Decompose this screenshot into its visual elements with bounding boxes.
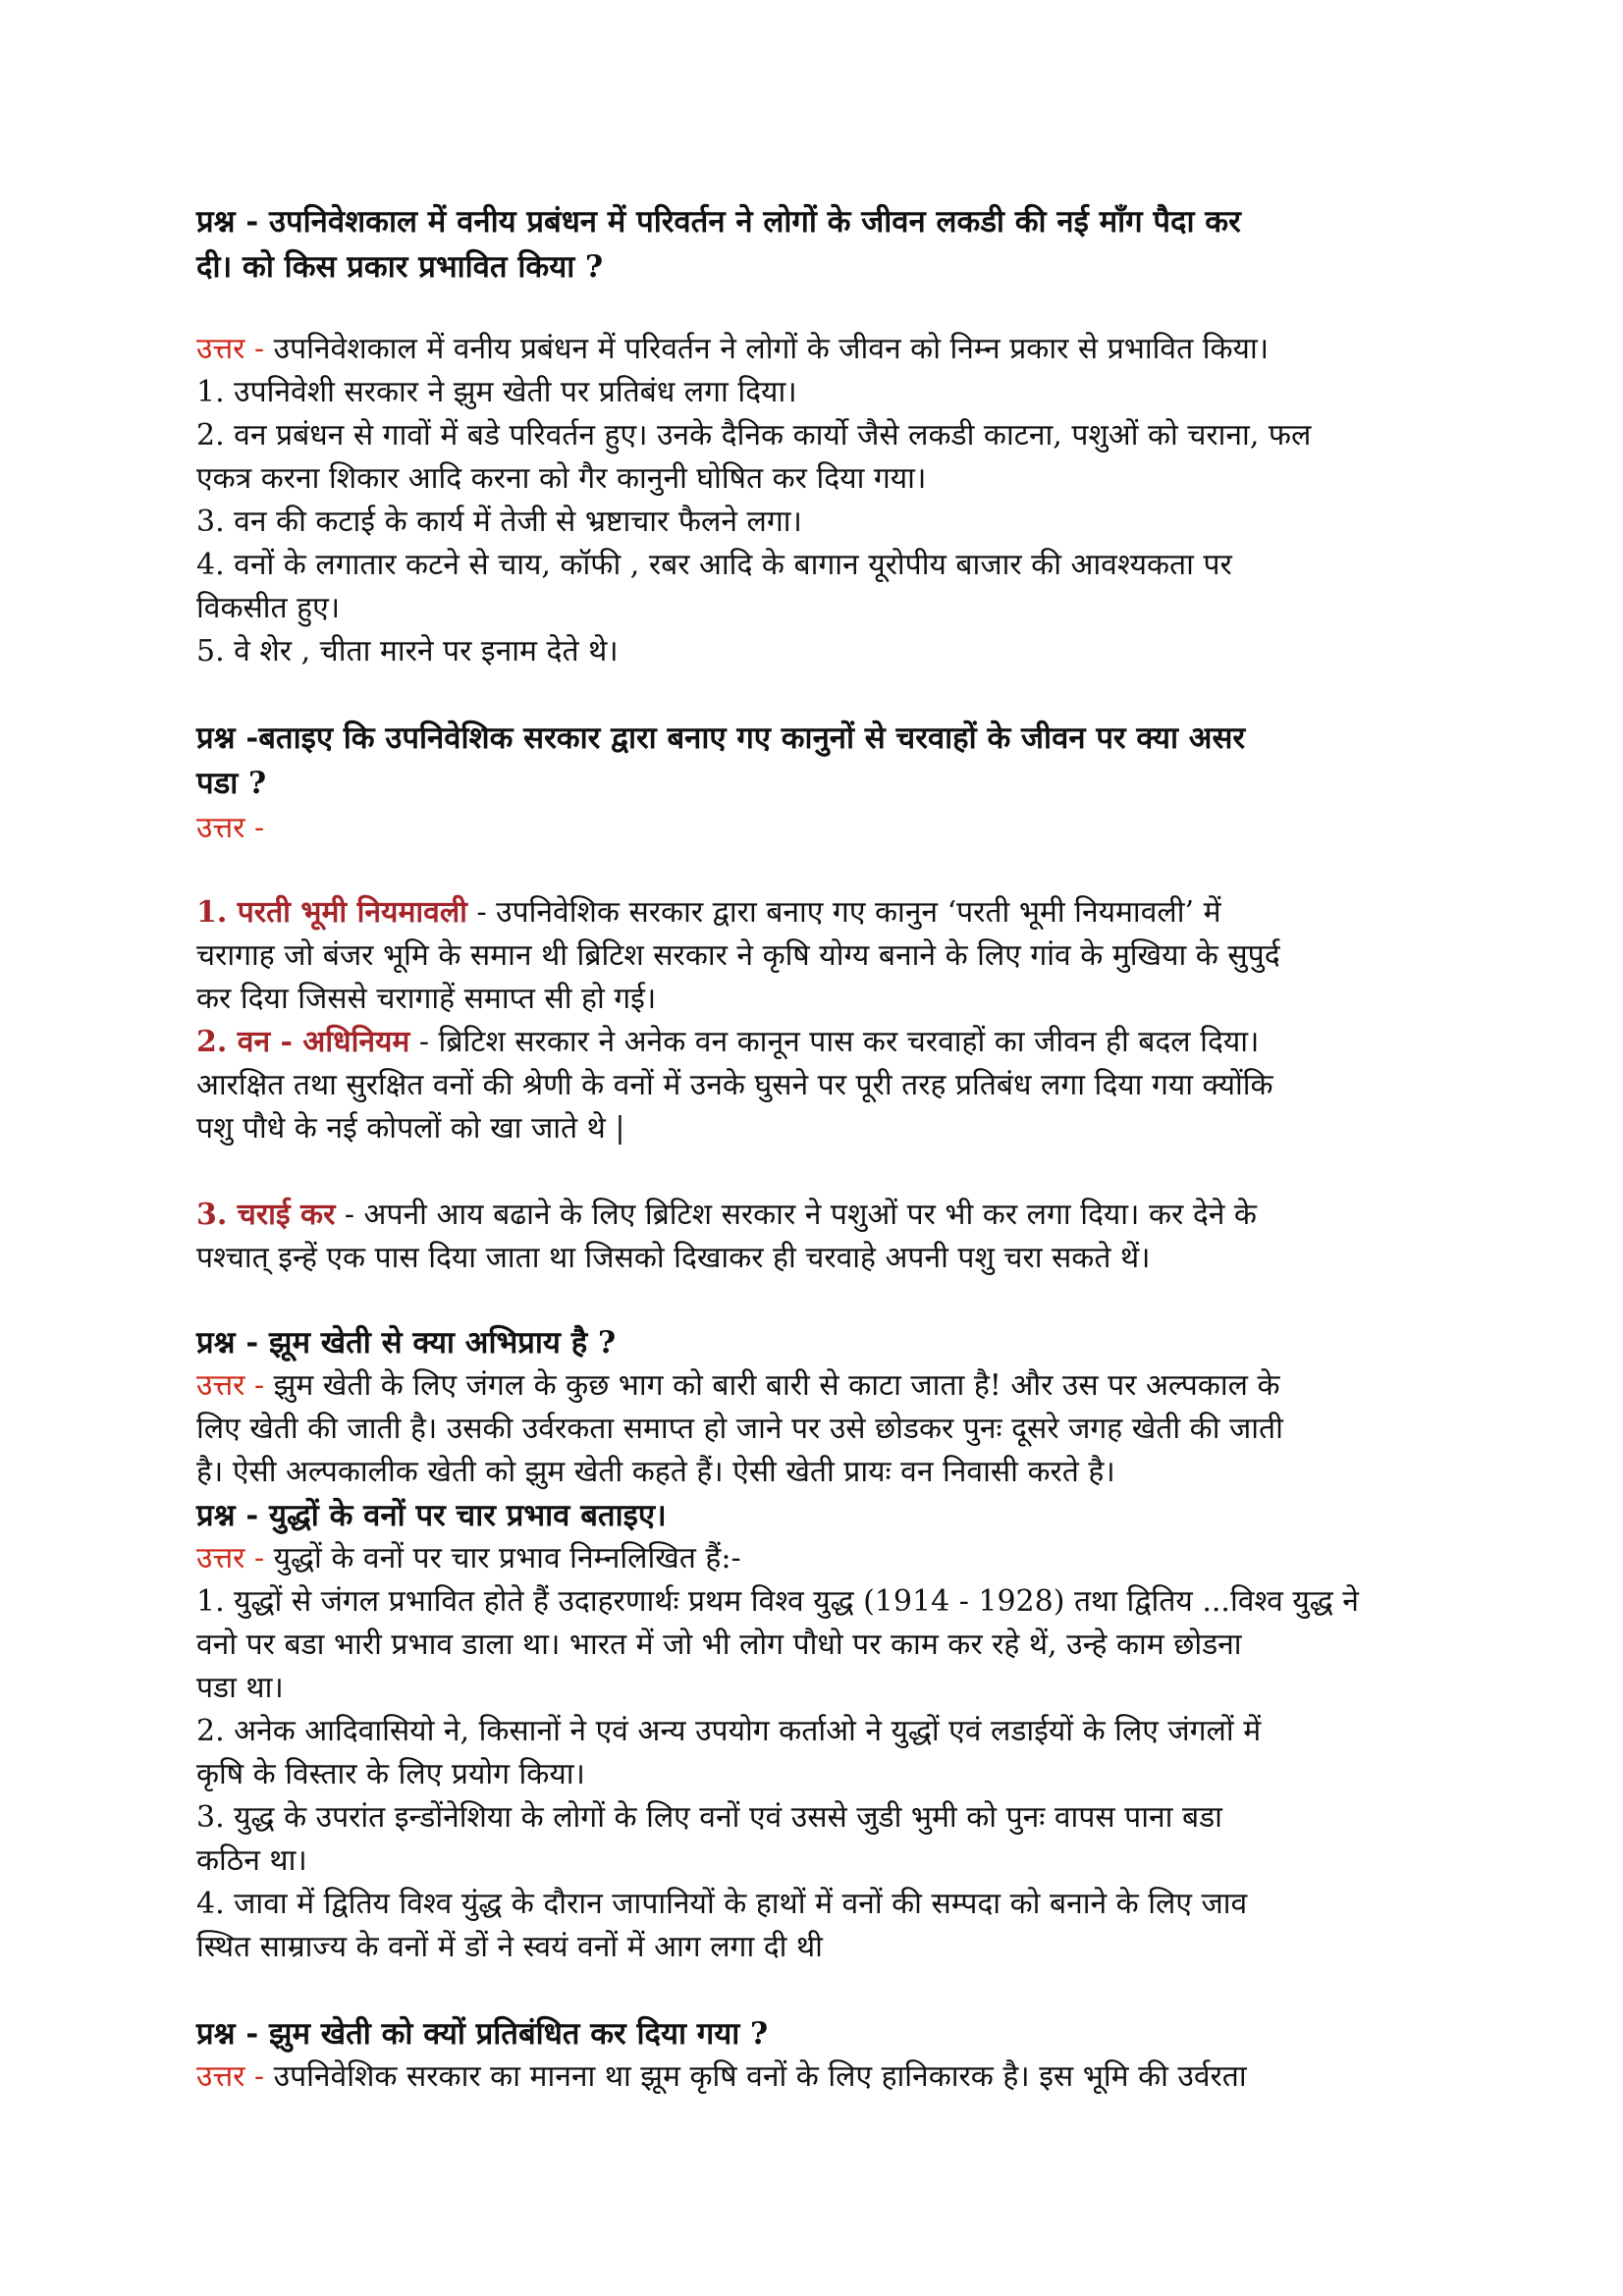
heading-3-text: - अपनी आय बढाने के लिए ब्रिटिश सरकार ने पशुओं पर भी कर लगा दिया। कर देने के: [335, 1198, 1257, 1232]
answer-label: उत्तर -: [196, 332, 265, 366]
answer-4-intro-text: युद्धों के वनों पर चार प्रभाव निम्नलिखित हैं:-: [264, 1541, 741, 1575]
question-3: प्रश्न - झूम खेती से क्या अभिप्राय है ?: [196, 1325, 617, 1361]
answer-2-heading-1b: चरागाह जो बंजर भूमि के समान थी ब्रिटिश सरकार ने कृषि योग्य बनाने के लिए गांव के मुखिया के सुपुर्द: [196, 938, 1280, 973]
answer-label: उत्तर -: [196, 1541, 265, 1575]
question-4: प्रश्न - युद्धों के वनों पर चार प्रभाव बताइए।: [196, 1498, 667, 1533]
answer-4-point-4a: 4. जावा में द्वितिय विश्व युंद्ध के दौरान जापानियों के हाथों में वनों की सम्पदा को बनाने के लिए जाव: [196, 1887, 1248, 1921]
answer-4-point-1c: पडा था।: [196, 1671, 284, 1705]
answer-4-point-3b: कठिन था।: [196, 1843, 307, 1878]
answer-4-point-3a: 3. युद्ध के उपरांत इन्डोंनेशिया के लोगों के लिए वनों एवं उससे जुडी भुमी को पुनः वापस पाना बडा: [196, 1800, 1222, 1835]
answer-5-line-1-text: उपनिवेशिक सरकार का मानना था झूम कृषि वनों के लिए हानिकारक है। इस भूमि की उर्वरता: [264, 2059, 1247, 2094]
question-2-line-1: प्रश्न -बताइए कि उपनिवेशिक सरकार द्वारा बनाए गए कानुनों से चरवाहों के जीवन पर क्या असर: [196, 721, 1246, 756]
answer-2-heading-3b: पश्चात् इन्हें एक पास दिया जाता था जिसको दिखाकर ही चरवाहे अपनी पशु चरा सकते थें।: [196, 1241, 1151, 1275]
answer-2-label: उत्तर -: [196, 811, 265, 845]
answer-1-point-2b: एकत्र करना शिकार आदि करना को गैर कानुनी घोषित कर दिया गया।: [196, 461, 927, 496]
answer-3-line-1: [196, 1364, 1280, 1408]
question-1-line-2: दी। को किस प्रकार प्रभावित किया ?: [196, 249, 604, 285]
answer-1-point-4b: विकसीत हुए।: [196, 591, 341, 625]
answer-5-line-1: [196, 2056, 1247, 2099]
answer-3-line-1-text: झुम खेती के लिए जंगल के कुछ भाग को बारी बारी से काटा जाता है! और उस पर अल्पकाल के: [264, 1368, 1280, 1403]
answer-1-intro-text: उपनिवेशकाल में वनीय प्रबंधन में परिवर्तन ने लोगों के जीवन को निम्न प्रकार से प्रभावित किया।: [264, 332, 1270, 366]
answer-1-point-5: 5. वे शेर , चीता मारने पर इनाम देते थे।: [196, 634, 619, 668]
heading-charai-kar: 3. चराई कर: [196, 1198, 336, 1232]
heading-2-text: - ब्रिटिश सरकार ने अनेक वन कानून पास कर चरवाहों का जीवन ही बदल दिया।: [409, 1025, 1260, 1059]
answer-1-point-2a: 2. वन प्रबंधन से गावों में बडे परिवर्तन हुए। उनके दैनिक कार्यो जैसे लकडी काटना, पशुओं को चराना, फल: [196, 418, 1312, 453]
answer-label: उत्तर -: [196, 1368, 265, 1403]
question-2-line-2: पडा ?: [196, 766, 267, 801]
answer-4-point-1a: 1. युद्धों से जंगल प्रभावित होते हैं उदाहरणार्थः प्रथम विश्व युद्ध (1914 - 1928) तथा द्वितिय ...विश्व युद्ध ने: [196, 1584, 1359, 1619]
answer-1-intro: [196, 328, 1269, 371]
answer-2-heading-2b: आरक्षित तथा सुरक्षित वनों की श्रेणी के वनों में उनके घुसने पर पूरी तरह प्रतिबंध लगा दिया गया क्योंकि: [196, 1068, 1273, 1102]
answer-1-point-1: 1. उपनिवेशी सरकार ने झुम खेती पर प्रतिबंध लगा दिया।: [196, 375, 797, 409]
answer-label: उत्तर -: [196, 2059, 265, 2094]
answer-3-line-3: है। ऐसी अल्पकालीक खेती को झुम खेती कहते हैं। ऐसी खेती प्रायः वन निवासी करते है।: [196, 1455, 1115, 1489]
answer-4-point-2b: कृषि के विस्तार के लिए प्रयोग किया।: [196, 1757, 585, 1791]
heading-parti-bhumi: 1. परती भूमी नियमावली: [196, 895, 467, 930]
answer-1-point-3: 3. वन की कटाई के कार्य में तेजी से भ्रष्टाचार फैलने लगा।: [196, 505, 802, 539]
heading-1-text: - उपनिवेशिक सरकार द्वारा बनाए गए कानुन ‘परती भूमी नियमावली’ में: [466, 895, 1221, 930]
question-5: प्रश्न - झुम खेती को क्यों प्रतिबंधित कर दिया गया ?: [196, 2016, 769, 2052]
answer-4-intro: [196, 1537, 741, 1580]
answer-1-point-4a: 4. वनों के लगातार कटने से चाय, कॉफी , रबर आदि के बागान यूरोपीय बाजार की आवश्यकता पर: [196, 548, 1232, 582]
answer-3-line-2: लिए खेती की जाती है। उसकी उर्वरकता समाप्त हो जाने पर उसे छोडकर पुनः दूसरे जगह खेती की जाती: [196, 1412, 1283, 1446]
answer-4-point-2a: 2. अनेक आदिवासियो ने, किसानों ने एवं अन्य उपयोग कर्ताओ ने युद्धों एवं लडाईयों के लिए जंगलों में: [196, 1714, 1262, 1748]
answer-2-heading-1: [196, 891, 1221, 934]
heading-van-adhiniyam: 2. वन - अधिनियम: [196, 1025, 410, 1059]
answer-2-heading-3: [196, 1194, 1257, 1237]
answer-2-heading-2: [196, 1021, 1259, 1064]
answer-4-point-4b: स्थित साम्राज्य के वनों में डों ने स्वयं वनों में आग लगा दी थी: [196, 1930, 823, 1964]
answer-2-heading-2c: पशु पौधे के नई कोपलों को खा जाते थे |: [196, 1111, 625, 1146]
question-1-line-1: प्रश्न - उपनिवेशकाल में वनीय प्रबंधन में परिवर्तन ने लोगों के जीवन लकडी की नई माँग पैदा कर: [196, 204, 1241, 240]
answer-4-point-1b: वनो पर बडा भारी प्रभाव डाला था। भारत में जो भी लोग पौधो पर काम कर रहे थें, उन्हे काम छोडना: [196, 1628, 1242, 1662]
answer-2-heading-1c: कर दिया जिससे चरागाहें समाप्त सी हो गई।: [196, 982, 657, 1016]
